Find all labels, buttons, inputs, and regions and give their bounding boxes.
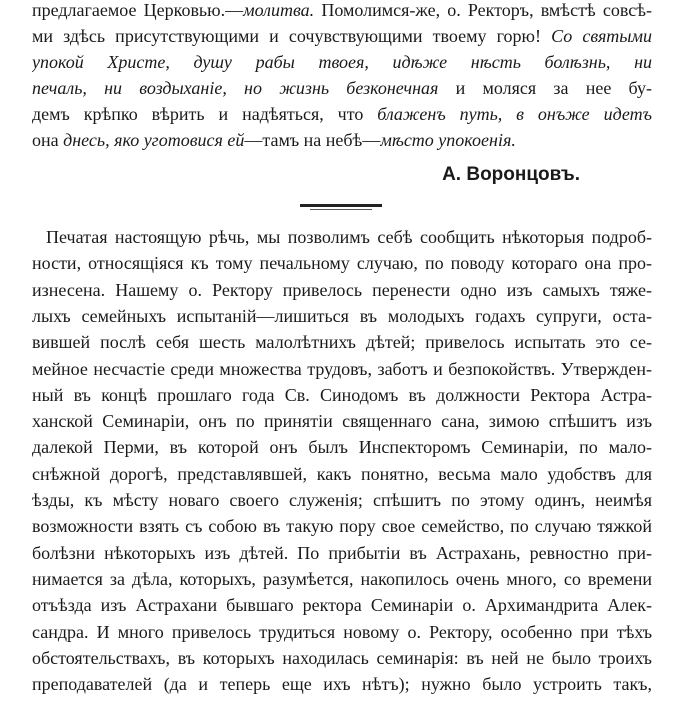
text-segment: ми здѣсь присутствующими и сочувствующими твоему горю! xyxy=(32,26,552,46)
text-line xyxy=(32,0,652,23)
author-signature: А. Воронцовъ. xyxy=(442,164,580,185)
text-segment: предлагаемое Церковью.— xyxy=(32,0,244,20)
italic-text-segment: мѣсто упокоенія. xyxy=(380,130,516,150)
text-segment: и моляся за нее бу- xyxy=(438,78,652,98)
text-line xyxy=(32,23,652,49)
italic-text-segment: Со святыми xyxy=(551,26,652,46)
section-divider xyxy=(300,204,382,207)
text-line: сандра. И много привелось трудиться новому о. Ректору, особенно при тѣхъ xyxy=(32,622,652,642)
text-line xyxy=(32,127,652,153)
text-line: изнесена. Нашему о. Ректору привелось перенести одно изъ самыхъ тяже- xyxy=(32,280,652,300)
text-line: ный въ концѣ прошлаго года Св. Синодомъ въ должности Ректора Астра- xyxy=(32,385,652,405)
text-line xyxy=(32,49,652,75)
text-line: мейное несчастіе среди множества трудовъ, заботъ и безпокойствъ. Утвержден- xyxy=(32,359,652,379)
text-segment: —тамъ на небѣ— xyxy=(244,130,381,150)
text-line: обстоятельствахъ, въ которыхъ находилась семинарія: въ ней не было троихъ xyxy=(32,648,652,668)
italic-text-segment: упокой Христе, душу рабы твоея, идѣже нѣсть болѣзнь, ни xyxy=(32,52,652,72)
italic-text-segment: печаль, ни воздыханіе, но жизнь безконечная xyxy=(32,78,439,98)
text-line: ханской Семинаріи, онъ по принятіи священнаго сана, зимою спѣшитъ изъ xyxy=(32,411,652,431)
text-line: нимается за дѣла, которыхъ, разумѣется, накопилось очень много, со времени xyxy=(32,569,652,589)
text-line xyxy=(32,75,652,101)
text-segment: Помолимся-же, о. Ректоръ, вмѣстѣ совсѣ- xyxy=(314,0,652,20)
text-line: ности, относящіяся къ тому печальному случаю, по поводу котораго она про- xyxy=(32,253,652,273)
text-line: Печатая настоящую рѣчь, мы позволимъ себѣ сообщить нѣкоторыя подроб- xyxy=(46,227,652,247)
text-line: болѣзни нѣкоторыхъ изъ дѣтей. По прибытіи въ Астрахань, ревностно при- xyxy=(32,543,652,563)
text-line: ѣзды, къ мѣсту новаго своего служенія; спѣшитъ по этому одинъ, неимѣя xyxy=(32,490,652,510)
text-line: отъѣзда изъ Астрахани бывшаго ректора Семинаріи о. Архимандрита Алек- xyxy=(32,595,652,615)
text-segment: демъ крѣпко вѣрить и надѣяться, что xyxy=(32,104,378,124)
text-line: снѣжной дорогѣ, представлявшей, какъ понятно, весьма мало удобствъ для xyxy=(32,464,652,484)
text-segment: она xyxy=(32,130,64,150)
text-line: преподавателей (да и теперь еще ихъ нѣтъ); нужно было устроить такъ, xyxy=(32,674,652,694)
text-line xyxy=(32,101,652,127)
italic-text-segment: молитва. xyxy=(243,0,315,20)
text-line: возможности взять съ собою въ такую пору свое семейство, по случаю тяжкой xyxy=(32,516,652,536)
text-line: вившей послѣ себя шесть малолѣтнихъ дѣтей; привелось испытать это се- xyxy=(32,332,652,352)
italic-text-segment: днесь, яко уготовися ей xyxy=(63,130,245,150)
text-line: далекой Перми, въ которой онъ былъ Инспекторомъ Семинаріи, по мало- xyxy=(32,437,652,457)
text-line: лыхъ семейныхъ испытаній—лишиться въ молодыхъ годахъ супруги, оста- xyxy=(32,306,652,326)
italic-text-segment: блаженъ путь, в онъже идетъ xyxy=(377,104,652,124)
